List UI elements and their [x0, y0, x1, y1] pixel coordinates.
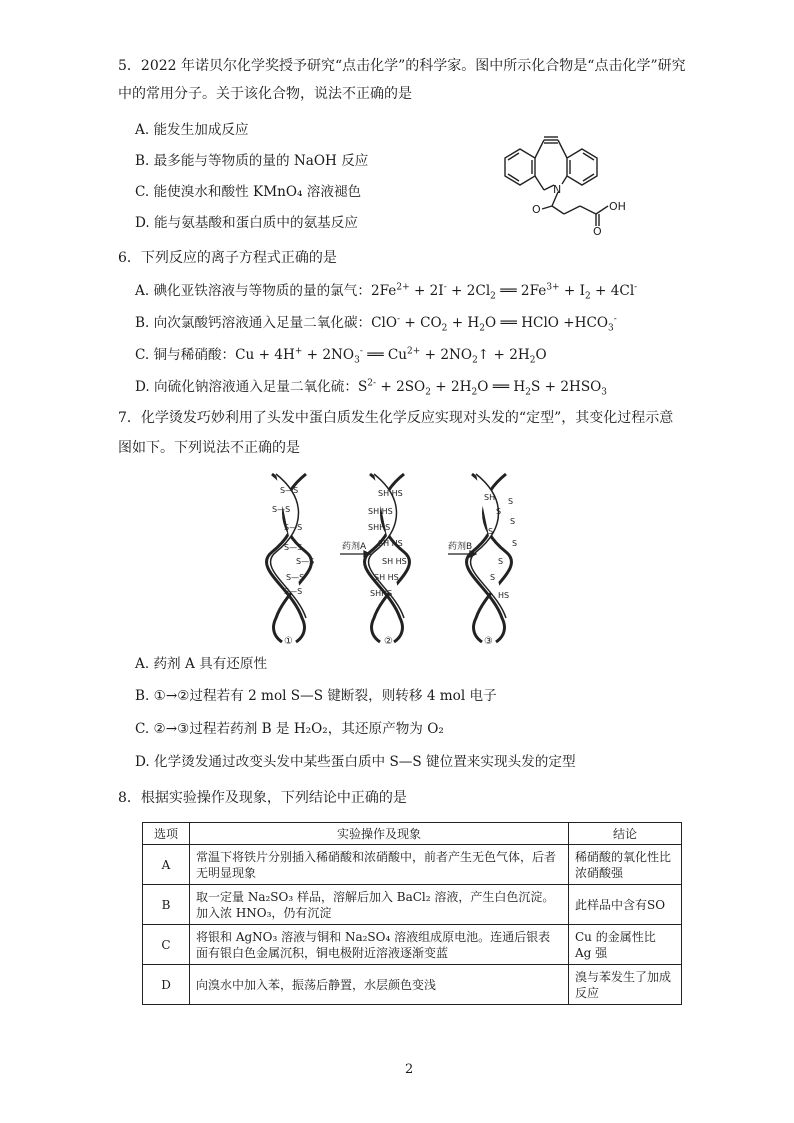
table-row [143, 845, 682, 885]
q8-table-header-row [143, 823, 682, 845]
q7-hs-label-1: HS [498, 591, 510, 600]
q6c-p5: O [535, 347, 547, 363]
q8-row-b-procedure: 取一定量 Na₂SO₃ 样品，溶解后加入 BaCl₂ 溶液，产生白色沉淀。加入浓 HNO₃，仍有沉淀 [190, 885, 569, 925]
q6d-eq: ══ [488, 379, 514, 395]
q8-row-c-option: C [143, 925, 190, 965]
q7-s-label-3: S [510, 517, 516, 526]
q8-header-procedure: 实验操作及现象 [190, 823, 569, 845]
q8-row-a-procedure: 常温下将铁片分别插入稀硝酸和浓硝酸中，前者产生无色气体，后者无明显现象 [190, 845, 569, 885]
q6b-sub3: 3 [608, 323, 614, 334]
q6d-sub1: 2 [425, 387, 431, 398]
q6b-sub2: 2 [479, 323, 486, 334]
q8-header-conclusion: 结论 [569, 823, 682, 845]
q7-stage-1-label: ① [284, 636, 293, 646]
q6-option-d [135, 378, 607, 396]
q8-row-b-option: B [143, 885, 190, 925]
q7-reagent-b-label: 药剂B [448, 542, 473, 552]
q8-row-d-conclusion: 溴与苯发生了加成反应 [569, 965, 682, 1005]
q6a-eq: ══ [495, 283, 521, 299]
q7-s-label-5: S [512, 539, 518, 548]
q7-option-a: A. 药剂 A 具有还原性 [135, 656, 268, 672]
q7-shhs-label-1: SH HS [378, 489, 403, 498]
q7-ss-label-4: S—S [284, 543, 303, 552]
q6d-p2: + 2H [430, 379, 472, 395]
q6c-sub2: 2 [472, 355, 478, 366]
q7-stage-3-label: ③ [484, 636, 493, 646]
q5-structure-diagram [480, 122, 650, 236]
q6c-sup1: + [294, 346, 303, 357]
q7-stem-line1: 7．化学烫发巧妙利用了头发中蛋白质发生化学反应实现对头发的“定型”，其变化过程示意 [118, 410, 674, 426]
q6c-p2: Cu [387, 347, 408, 363]
q8-row-a-conclusion: 稀硝酸的氧化性比浓硝酸强 [569, 845, 682, 885]
q7-option-b: B. ①→②过程若有 2 mol S—S 键断裂，则转移 4 mol 电子 [135, 688, 497, 704]
q6c-eq: ══ [362, 347, 388, 363]
q6a-p3: 2Fe [520, 283, 547, 299]
q6a-sup3: 3+ [546, 282, 560, 293]
q6d-p3: O [477, 379, 489, 395]
q6a-sub2: 2 [585, 291, 591, 302]
q6a-sup4: - [634, 282, 638, 293]
q6b-p2: + H [447, 315, 480, 331]
q7-s-label-7: S [490, 573, 496, 582]
q7-ss-label-2: S—S [272, 505, 291, 514]
q6a-p5: + 4Cl [590, 283, 635, 299]
q7-option-c: C. ②→③过程若药剂 B 是 H₂O₂，其还原产物为 O₂ [135, 721, 444, 737]
q6b-sup1: - [397, 314, 401, 325]
q6-option-b [135, 314, 617, 332]
q7-shhs-label-6: SH HS [374, 573, 399, 582]
q5-option-d: D. 能与氨基酸和蛋白质中的氨基反应 [135, 215, 358, 231]
q6a-sub1: 2 [490, 291, 496, 302]
q6c-sup2: - [359, 346, 363, 357]
q6c-p4: + 2H [489, 347, 530, 363]
q7-s-label-1: S [508, 497, 514, 506]
q7-ss-label-3: S—S [284, 523, 303, 532]
q6d-p4: H [513, 379, 526, 395]
q7-stage-2-label: ② [384, 636, 393, 646]
q6b-p3: O [485, 315, 497, 331]
q5-option-b: B. 最多能与等物质的量的 NaOH 反应 [135, 153, 369, 169]
q6c-p3: + 2NO [420, 347, 473, 363]
q6d-sub2: 2 [471, 387, 478, 398]
q6a-p1: + 2I [409, 283, 444, 299]
q6c-sup3: 2+ [407, 346, 421, 357]
q6a-sup2: - [443, 282, 447, 293]
q7-shhs-label-4: SH HS [378, 539, 403, 548]
q8-stem: 8．根据实验操作及现象，下列结论中正确的是 [118, 790, 407, 806]
q6b-sup2: - [613, 314, 617, 325]
q6d-p1: + 2SO [376, 379, 426, 395]
q7-shhs-label-3: SHHS [368, 523, 391, 532]
q6b-text: B. 向次氯酸钙溶液通入足量二氧化碳：ClO [135, 315, 398, 331]
q8-row-a-option: A [143, 845, 190, 885]
q7-s-label-4: S [488, 527, 494, 536]
q7-stem-line2: 图如下。下列说法不正确的是 [118, 440, 300, 456]
q7-shhs-label-5: SH HS [382, 557, 407, 566]
q6-option-a [135, 282, 637, 300]
q5-structure-n-label: N [553, 183, 562, 196]
q6b-sub1: 2 [441, 323, 448, 334]
q6d-sup1: 2- [367, 378, 377, 389]
q6-stem: 6．下列反应的离子方程式正确的是 [118, 250, 337, 266]
q8-row-d-option: D [143, 965, 190, 1005]
q7-ss-label-5: S—S [296, 557, 315, 566]
q6d-p5: S + 2HSO [530, 379, 602, 395]
q7-sh-label-1: SH [484, 493, 496, 502]
page-number: 2 [405, 1062, 414, 1077]
q5-structure-oh-label: OH [609, 200, 626, 213]
q6d-sub3: 2 [525, 387, 531, 398]
q7-reagent-a-label: 药剂A [342, 542, 367, 552]
q8-row-c-procedure: 将银和 AgNO₃ 溶液与铜和 Na₂SO₄ 溶液组成原电池。连通后银表面有银白色金属沉积，铜电极附近溶液逐渐变蓝 [190, 925, 569, 965]
q8-row-b-conclusion: 此样品中含有SO [569, 885, 682, 925]
q8-row-c-conclusion: Cu 的金属性比 Ag 强 [569, 925, 682, 965]
q6b-eq: ══ [496, 315, 522, 331]
q5-structure-o1-label: O [532, 203, 541, 216]
q6b-p1: + CO [400, 315, 442, 331]
q5-stem-line1: 5．2022 年诺贝尔化学奖授予研究“点击化学”的科学家。图中所示化合物是“点击化学”研究 [118, 58, 686, 74]
table-row [143, 885, 682, 925]
q7-s-label-6: S [498, 557, 504, 566]
q5-option-c: C. 能使溴水和酸性 KMnO₄ 溶液褪色 [135, 184, 362, 200]
q7-option-d: D. 化学烫发通过改变头发中某些蛋白质中 S—S 键位置来实现头发的定型 [135, 754, 576, 770]
q6c-sub3: 2 [529, 355, 536, 366]
q8-row-d-procedure: 向溴水中加入苯，振荡后静置，水层颜色变浅 [190, 965, 569, 1005]
q5-stem-line2: 中的常用分子。关于该化合物，说法不正确的是 [118, 86, 412, 102]
q7-s-label-2: S [496, 507, 502, 516]
q6a-p2: + 2Cl [446, 283, 491, 299]
q7-ss-label-7: S—S [284, 587, 303, 596]
q7-ss-label-1: S—S [280, 486, 299, 495]
q6c-sub1: 3 [354, 355, 360, 366]
q6a-sup1: 2+ [396, 282, 410, 293]
q6c-gas-arrow: ↑ [477, 347, 490, 363]
q5-structure-o2-label: O [593, 225, 602, 236]
q7-perm-diagram [262, 468, 562, 646]
q6c-text: C. 铜与稀硝酸：Cu + 4H [135, 347, 295, 363]
q5-option-a: A. 能发生加成反应 [135, 122, 249, 138]
table-row [143, 925, 682, 965]
q6a-text: A. 碘化亚铁溶液与等物质的量的氯气：2Fe [135, 283, 397, 299]
q7-shhs-label-7: SHHS [370, 589, 393, 598]
table-row [143, 965, 682, 1005]
q6c-p1: + 2NO [302, 347, 355, 363]
q6d-sub4: 3 [601, 387, 608, 398]
q6-option-c [135, 346, 547, 364]
q6d-text: D. 向硫化钠溶液通入足量二氧化硫：S [135, 379, 368, 395]
q7-shhs-label-2: SH HS [368, 507, 393, 516]
q7-ss-label-6: S—S [286, 573, 305, 582]
q8-table [142, 822, 682, 1005]
q8-header-option: 选项 [143, 823, 190, 845]
q6b-p4: HClO +HCO [521, 315, 609, 331]
q6a-p4: + I [559, 283, 585, 299]
